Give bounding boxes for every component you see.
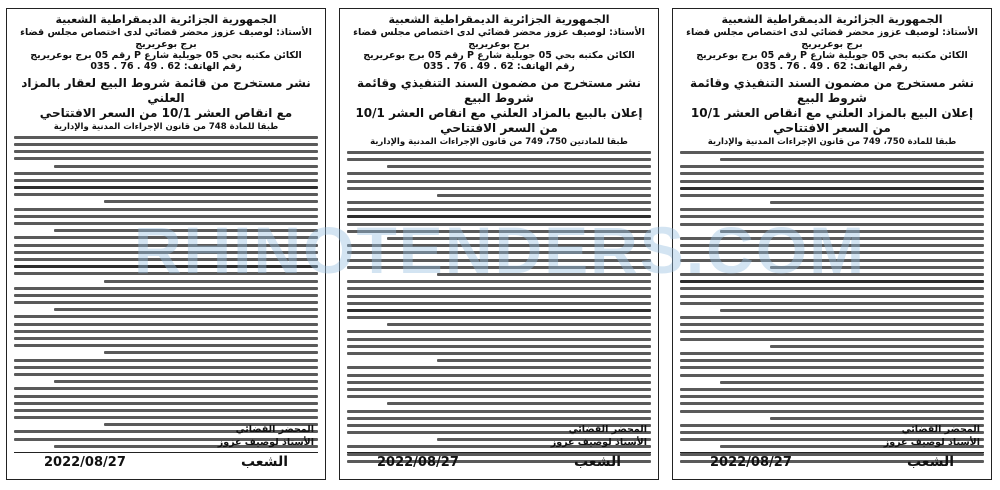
bailiff-address: الكائن مكتبه بحي 05 جويلية شارع P رقم 05 برج بوعريريج xyxy=(696,49,968,61)
publication-date: 2022/08/27 xyxy=(710,455,792,470)
phone-number: رقم الهاتف: 62 . 49 . 76 . 035 xyxy=(90,61,242,73)
notice-footer xyxy=(347,452,651,471)
notice-footer xyxy=(14,452,318,471)
notice-3 xyxy=(672,8,992,480)
publication-date: 2022/08/27 xyxy=(377,455,459,470)
body-text xyxy=(14,136,318,448)
signature-block xyxy=(14,424,318,449)
signature-name: الأستاذ لوصيف عزوز xyxy=(550,436,647,448)
notice-footer xyxy=(680,452,984,471)
bailiff-office: الأستاذ: لوصيف عزوز محضر قضائي لدى اختصاص مجلس قضاء برج بوعريريج xyxy=(686,27,978,50)
legal-reference: طبقا للمادتين 750، 749 من قانون الإجراءات المدنية والإدارية xyxy=(370,136,628,147)
legal-reference: طبقا للمادة 748 من قانون الإجراءات المدنية والإدارية xyxy=(53,121,279,132)
republic-heading: الجمهورية الجزائرية الديمقراطية الشعبية xyxy=(55,13,277,26)
watermark: RHINOTENDERS.COM xyxy=(133,213,867,287)
notice-header xyxy=(14,13,318,73)
notice-title-2: مع انقاص العشر 10/1 من السعر الافتتاحي xyxy=(39,105,293,120)
newspaper-name: الشعب xyxy=(906,454,954,470)
body-text xyxy=(347,151,651,463)
signature-title: المحضر القضائي xyxy=(235,424,314,436)
signature-title: المحضر القضائي xyxy=(901,424,980,436)
newspaper-name: الشعب xyxy=(573,454,621,470)
notice-title-2: إعلان البيع بالمزاد العلني مع انقاص العشر 10/1 من السعر الافتتاحي xyxy=(690,105,974,135)
notice-1 xyxy=(6,8,326,480)
notice-title: نشر مستخرج من مضمون السند التنفيذي وقائمة شروط البيع xyxy=(689,75,975,105)
notice-title-2: إعلان بالبيع بالمزاد العلني مع انقاص العشر 10/1 من السعر الافتتاحي xyxy=(355,105,643,135)
notice-title: نشر مستخرج من قائمة شروط البيع لعقار بالمزاد العلني xyxy=(21,75,311,105)
notice-2 xyxy=(339,8,659,480)
signature-name: الأستاذ لوصيف عزوز xyxy=(217,436,314,448)
signature-name: الأستاذ لوصيف عزوز xyxy=(883,436,980,448)
bailiff-office: الأستاذ: لوصيف عزوز محضر قضائي لدى اختصاص مجلس قضاء برج بوعريريج xyxy=(20,27,312,50)
signature-block xyxy=(680,424,984,449)
phone-number: رقم الهاتف: 62 . 49 . 76 . 035 xyxy=(423,61,575,73)
notice-title: نشر مستخرج من مضمون السند التنفيذي وقائمة شروط البيع xyxy=(356,75,642,105)
bailiff-office: الأستاذ: لوصيف عزوز محضر قضائي لدى اختصاص مجلس قضاء برج بوعريريج xyxy=(353,27,645,50)
body-text xyxy=(680,151,984,463)
republic-heading: الجمهورية الجزائرية الديمقراطية الشعبية xyxy=(721,13,943,26)
newspaper-name: الشعب xyxy=(240,454,288,470)
legal-reference: طبقا للمادة 750، 749 من قانون الإجراءات المدنية والإدارية xyxy=(707,136,957,147)
publication-date: 2022/08/27 xyxy=(44,455,126,470)
bailiff-address: الكائن مكتبه بحي 05 جويلية شارع P رقم 05 برج بوعريريج xyxy=(30,49,302,61)
notice-header xyxy=(347,13,651,73)
notice-header xyxy=(680,13,984,73)
republic-heading: الجمهورية الجزائرية الديمقراطية الشعبية xyxy=(388,13,610,26)
phone-number: رقم الهاتف: 62 . 49 . 76 . 035 xyxy=(756,61,908,73)
signature-title: المحضر القضائي xyxy=(568,424,647,436)
bailiff-address: الكائن مكتبه بحي 05 جويلية شارع P رقم 05 برج بوعريريج xyxy=(363,49,635,61)
signature-block xyxy=(347,424,651,449)
